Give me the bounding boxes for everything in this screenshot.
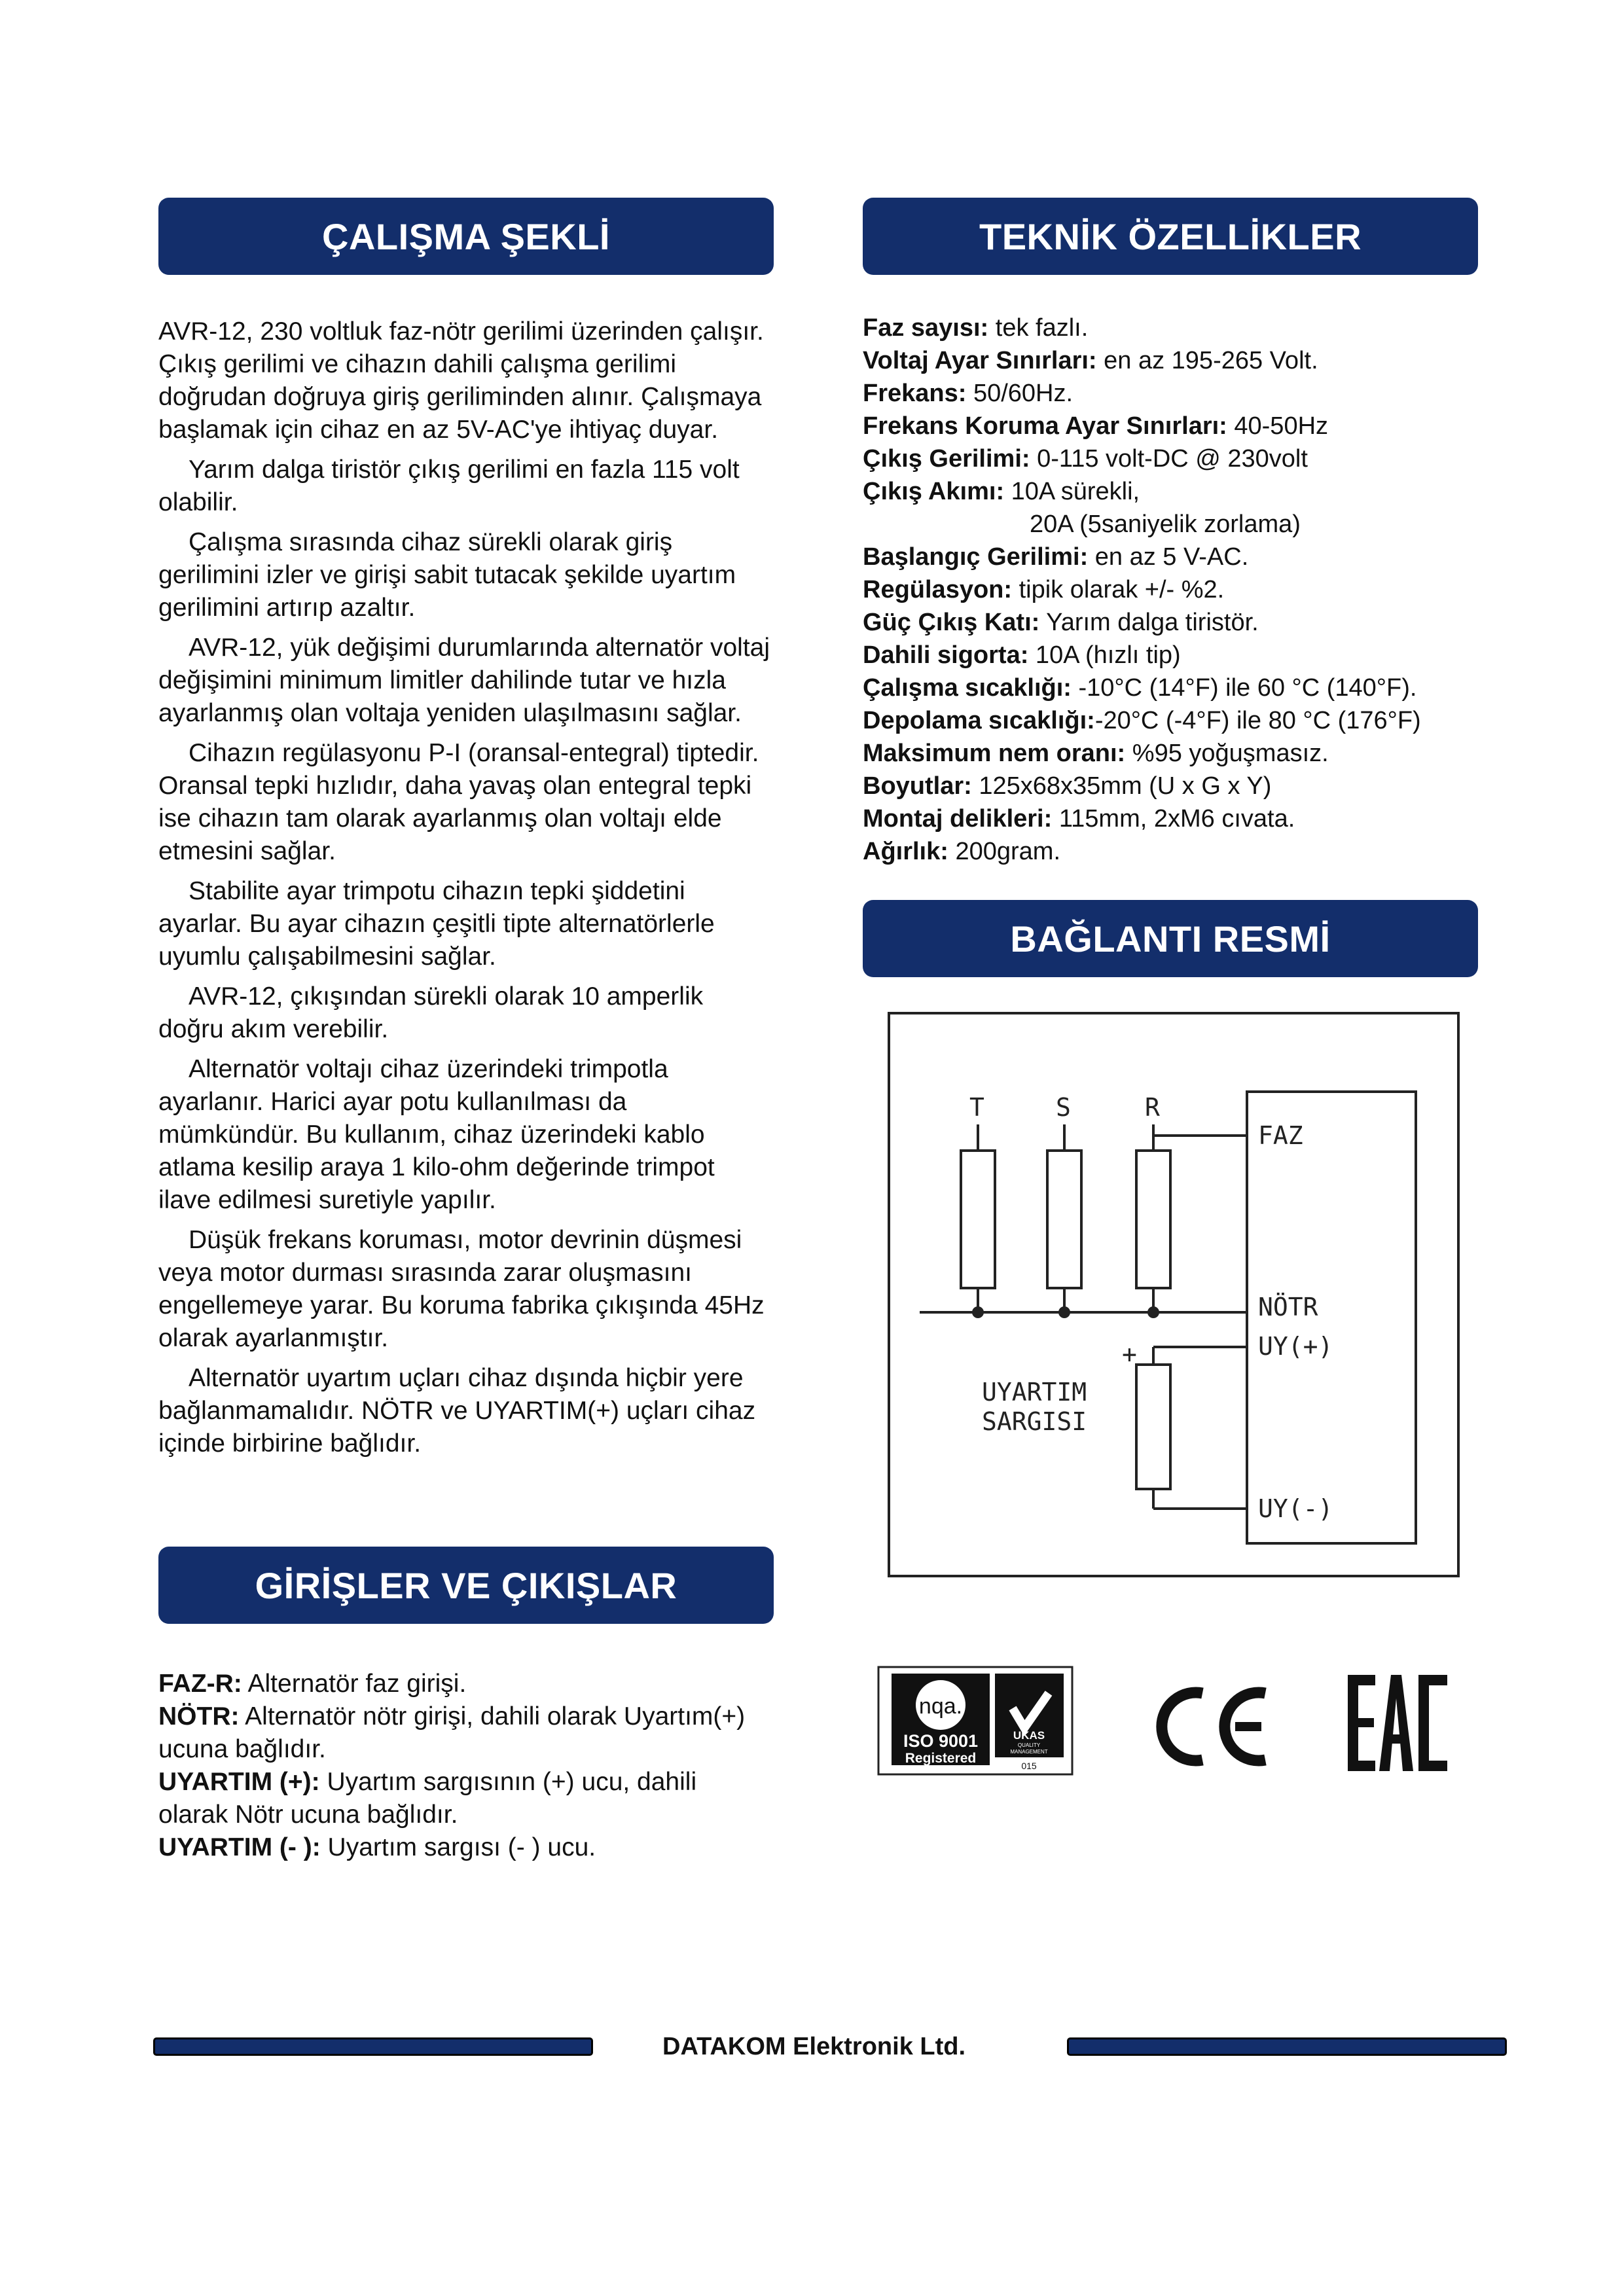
- resistor-r: [1136, 1151, 1170, 1288]
- spec-label: Depolama sıcaklığı:: [863, 707, 1095, 734]
- ce-mark-logo: [1149, 1679, 1280, 1774]
- label-uy-minus: UY(-): [1258, 1494, 1333, 1523]
- calisma-paragraph: Alternatör uyartım uçları cihaz dışında hiçbir yere bağlanmamalıdır. NÖTR ve UYARTIM(+) uçları cihaz içinde birbirine bağlıdır.: [158, 1364, 756, 1458]
- footer-company: DATAKOM Elektronik Ltd.: [662, 2033, 966, 2060]
- spec-row: [863, 475, 1491, 508]
- io-label: UYARTIM (- ):: [158, 1833, 321, 1861]
- spec-row: [863, 704, 1491, 737]
- spec-value: 50/60Hz.: [966, 380, 1074, 407]
- registered-text: Registered: [905, 1751, 977, 1766]
- io-value: Alternatör faz girişi.: [242, 1670, 467, 1698]
- iso-ukas-logo: [877, 1666, 1074, 1776]
- spec-row: [863, 541, 1491, 573]
- spec-value: %95 yoğuşmasız.: [1125, 740, 1329, 767]
- heading-teknik-ozellikler: TEKNİK ÖZELLİKLER: [863, 198, 1478, 275]
- eac-mark-logo: [1345, 1672, 1450, 1774]
- label-faz: FAZ: [1258, 1121, 1303, 1150]
- spec-row: [863, 737, 1491, 770]
- spec-row: [863, 312, 1491, 344]
- calisma-paragraph: Yarım dalga tiristör çıkış gerilimi en fazla 115 volt olabilir.: [158, 456, 740, 516]
- spec-value: -10°C (14°F) ile 60 °C (140°F).: [1071, 674, 1417, 702]
- label-r: R: [1145, 1093, 1160, 1122]
- spec-value: -20°C (-4°F) ile 80 °C (176°F): [1094, 707, 1421, 734]
- footer-bar-right: [1067, 2037, 1507, 2056]
- io-item-uyartim-minus: [158, 1831, 748, 1864]
- calisma-paragraph: Cihazın regülasyonu P-I (oransal-entegral) tiptedir. Oransal tepki hızlıdır, daha yavaş olan entegral tepki ise cihazın tam olarak ayarlanmış olan voltajı elde etmesini sağlar.: [158, 739, 759, 865]
- spec-label: Ağırlık:: [863, 838, 948, 865]
- spec-value: tek fazlı.: [988, 314, 1089, 342]
- io-label: FAZ-R:: [158, 1670, 242, 1698]
- spec-label: Frekans:: [863, 380, 967, 407]
- resistor-t: [961, 1151, 995, 1288]
- iso-text: ISO 9001: [903, 1731, 979, 1751]
- spec-label: Güç Çıkış Katı:: [863, 609, 1040, 636]
- spec-label: Çıkış Akımı:: [863, 478, 1005, 505]
- spec-value: 125x68x35mm (U x G x Y): [971, 772, 1272, 800]
- spec-value: tipik olarak +/- %2.: [1012, 576, 1225, 603]
- calisma-paragraph: Çalışma sırasında cihaz sürekli olarak giriş gerilimini izler ve girişi sabit tutacak şekilde uyartım gerilimini artırıp azaltır.: [158, 528, 736, 622]
- spec-value: en az 5 V-AC.: [1088, 543, 1249, 571]
- junction-t: [972, 1306, 984, 1318]
- spec-label: Voltaj Ayar Sınırları:: [863, 347, 1097, 374]
- io-value: Alternatör nötr girişi, dahili olarak Uyartım(+) ucuna bağlıdır.: [158, 1702, 746, 1763]
- label-winding-2: SARGISI: [982, 1407, 1087, 1436]
- spec-label: Dahili sigorta:: [863, 641, 1029, 669]
- calisma-paragraph: AVR-12, çıkışından sürekli olarak 10 amperlik doğru akım verebilir.: [158, 982, 704, 1043]
- label-plus: +: [1122, 1340, 1137, 1369]
- spec-label: Başlangıç Gerilimi:: [863, 543, 1089, 571]
- spec-list: [863, 312, 1491, 868]
- io-label: UYARTIM (+):: [158, 1768, 320, 1796]
- label-uy-plus: UY(+): [1258, 1332, 1333, 1361]
- spec-value: 0-115 volt-DC @ 230volt: [1030, 445, 1308, 473]
- ukas-text: UKAS: [1013, 1729, 1045, 1742]
- spec-value: en az 195-265 Volt.: [1096, 347, 1318, 374]
- ukas-sub1-text: QUALITY: [1017, 1742, 1041, 1748]
- calisma-paragraph: Alternatör voltajı cihaz üzerindeki trimpotla ayarlanır. Harici ayar potu kullanılması da mümkündür. Bu kullanım, cihaz üzerindeki kablo atlama kesilip araya 1 kilo-ohm değerinde trimpot ilave edilmesi suretiyle yapılır.: [158, 1055, 715, 1214]
- label-winding-1: UYARTIM: [982, 1378, 1087, 1407]
- spec-row: [863, 672, 1491, 704]
- heading-calisma-sekli: ÇALIŞMA ŞEKLİ: [158, 198, 774, 275]
- io-item-notr: [158, 1700, 748, 1766]
- spec-row-continued: [863, 508, 1491, 541]
- calisma-paragraph: Stabilite ayar trimpotu cihazın tepki şiddetini ayarlar. Bu ayar cihazın çeşitli tipte alternatörlerle uyumlu çalışabilmesini sağlar.: [158, 877, 715, 971]
- spec-row: [863, 835, 1491, 868]
- resistor-s: [1047, 1151, 1081, 1288]
- spec-label: Regülasyon:: [863, 576, 1013, 603]
- calisma-paragraph: AVR-12, yük değişimi durumlarında alternatör voltaj değişimini minimum limitler dahilinde tutar ve hızla ayarlanmış olan voltaja yeniden ulaşılmasını sağlar.: [158, 634, 770, 727]
- calisma-paragraph: AVR-12, 230 voltluk faz-nötr gerilimi üzerinden çalışır. Çıkış gerilimi ve cihazın dahili çalışma gerilimi doğrudan doğruya giriş geriliminden alınır. Çalışmaya başlamak için cihaz en az 5V-AC'ye ihtiyaç duyar.: [158, 317, 764, 444]
- footer-bar-left: [153, 2037, 593, 2056]
- spec-value: 10A (hızlı tip): [1028, 641, 1181, 669]
- spec-label: Çıkış Gerilimi:: [863, 445, 1030, 473]
- io-value: Uyartım sargısı (- ) ucu.: [320, 1833, 596, 1861]
- junction-s: [1058, 1306, 1070, 1318]
- io-value: Uyartım sargısının (+) ucu, dahili olarak Nötr ucuna bağlıdır.: [158, 1768, 697, 1829]
- calisma-text: [158, 315, 774, 1467]
- label-notr: NÖTR: [1258, 1293, 1318, 1321]
- spec-label: Frekans Koruma Ayar Sınırları:: [863, 412, 1227, 440]
- spec-row: [863, 442, 1491, 475]
- spec-row: [863, 377, 1491, 410]
- spec-value: 20A (5saniyelik zorlama): [1030, 511, 1301, 538]
- spec-row: [863, 639, 1491, 672]
- heading-girisler-ve-cikislar: GİRİŞLER VE ÇIKIŞLAR: [158, 1547, 774, 1624]
- spec-label: Faz sayısı:: [863, 314, 989, 342]
- spec-row: [863, 573, 1491, 606]
- io-item-uyartim-plus: [158, 1766, 748, 1831]
- heading-baglanti-resmi: BAĞLANTI RESMİ: [863, 900, 1478, 977]
- spec-row: [863, 344, 1491, 377]
- spec-value: 115mm, 2xM6 cıvata.: [1052, 805, 1295, 833]
- ukas-sub2-text: MANAGEMENT: [1010, 1749, 1048, 1755]
- io-list: [158, 1668, 748, 1864]
- spec-label: Çalışma sıcaklığı:: [863, 674, 1072, 702]
- io-label: NÖTR:: [158, 1702, 240, 1731]
- nqa-text: nqa.: [918, 1694, 963, 1719]
- spec-row: [863, 410, 1491, 442]
- spec-label: Montaj delikleri:: [863, 805, 1053, 833]
- spec-row: [863, 606, 1491, 639]
- label-t: T: [969, 1093, 984, 1122]
- spec-value: Yarım dalga tiristör.: [1039, 609, 1259, 636]
- connection-diagram: [884, 1008, 1466, 1584]
- spec-row: [863, 802, 1491, 835]
- spec-row: [863, 770, 1491, 802]
- spec-value: 10A sürekli,: [1004, 478, 1140, 505]
- spec-label: Boyutlar:: [863, 772, 972, 800]
- calisma-paragraph: Düşük frekans koruması, motor devrinin düşmesi veya motor durması sırasında zarar oluşmasını engellemeye yarar. Bu koruma fabrika çıkışında 45Hz olarak ayarlanmıştır.: [158, 1226, 765, 1352]
- junction-r: [1147, 1306, 1159, 1318]
- label-s: S: [1056, 1093, 1071, 1122]
- io-item-faz: [158, 1668, 748, 1700]
- winding: [1136, 1365, 1170, 1489]
- ukas-number: 015: [1021, 1761, 1037, 1771]
- spec-label: Maksimum nem oranı:: [863, 740, 1126, 767]
- spec-value: 40-50Hz: [1227, 412, 1329, 440]
- spec-value: 200gram.: [948, 838, 1060, 865]
